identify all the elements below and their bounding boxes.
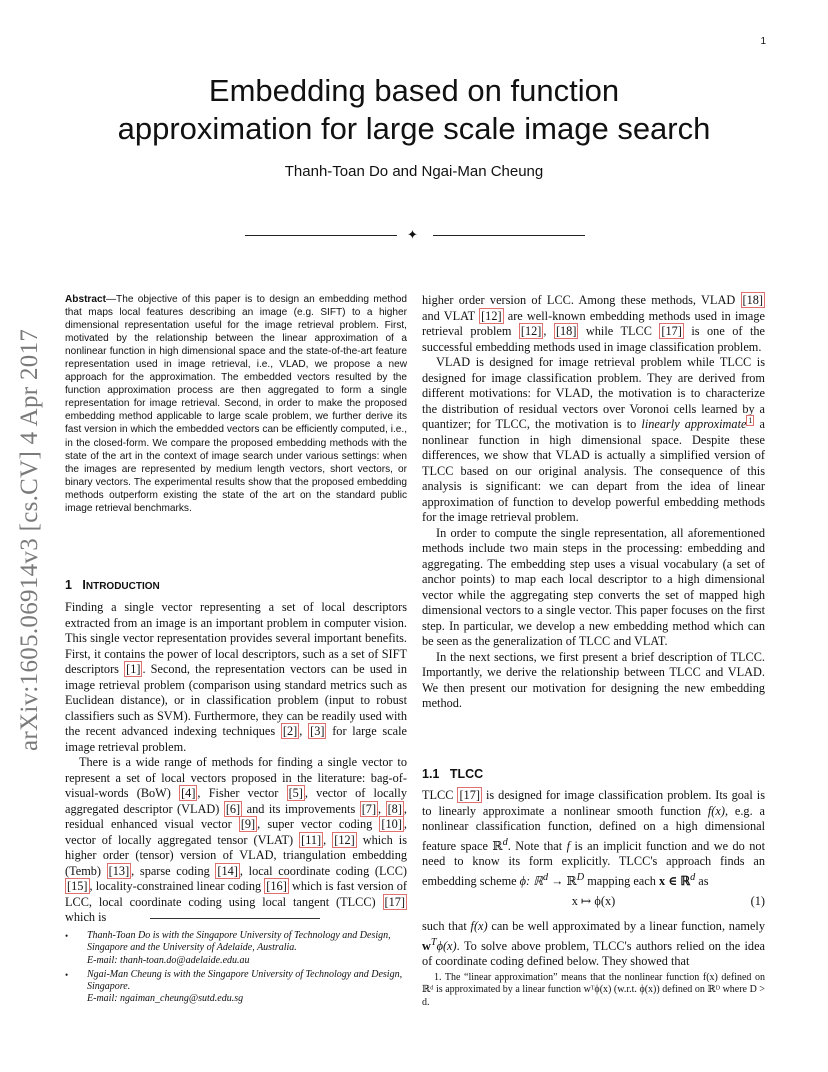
abstract [65,293,407,515]
right-column-body [422,293,765,712]
text-run: is designed for image classification problem. Its goal is to linearly approximate a nonlinear smooth function [422,788,765,818]
introduction-body [65,600,407,926]
page-number: 1 [760,36,766,47]
math: f(x) [470,919,488,934]
citation-link[interactable]: [8] [387,801,402,816]
math: f [566,838,571,853]
footnote-text: Ngai-Man Cheung is with the Singapore University of Technology and Design, Singapore. [87,968,403,993]
section-number: 1 [65,578,72,592]
text-run: , locality-constrained linear coding [89,879,265,893]
text-run: , [323,832,333,847]
text-run: a nonlinear function in high dimensional space. Despite these differences, we show that VLAD is actually a simplified version of TLCC based on our original analysis. The consequence of this analysis is significant: we can depart from the idea of linear approximation of function to develop powerful embedding methods for the image retrieval problem. [422,417,765,524]
divider-line-left [245,235,397,236]
text-run: . Note that [507,838,567,853]
abstract-label: Abstract [65,294,106,305]
citation-link[interactable]: [9] [240,817,256,831]
footnote-1 [422,972,765,1009]
text-run: , [378,801,386,816]
footnote-separator [150,918,320,919]
equation-expression: x ↦ ϕ(x) [571,894,616,909]
text-run: , [543,324,554,338]
citation-link[interactable]: [12] [481,308,502,323]
text-run: , vector of locally aggregated tensor (VLAT) [65,817,407,847]
citation-link[interactable]: [3] [310,724,325,738]
subsection-heading-tlcc [422,767,765,781]
author-footnote [65,930,407,967]
math: d [690,871,696,883]
emphasis: linearly approximate [641,417,747,431]
subsection-title: TLCC [449,767,484,781]
text-run: which is [65,910,107,924]
citation-link[interactable]: [6] [225,801,241,816]
citation-link[interactable]: [17] [384,894,405,909]
citation-link[interactable]: [15] [67,879,88,893]
text-run: for large scale image retrieval problem. [65,724,407,754]
equation-number: (1) [750,894,765,909]
citation-link[interactable]: [16] [266,879,287,893]
text-run: which is fast version of LCC, local coordinate coding using local tangent (TLCC) [65,879,407,909]
paragraph [422,355,765,526]
tlcc-body [422,788,765,970]
text-run: . To solve above problem, TLCC's authors relied on the idea of coordinate coding defined below. They showed that [422,938,765,969]
citation-link[interactable]: [4] [181,786,196,800]
math: T [430,936,437,948]
citation-link[interactable]: [14] [217,863,238,878]
author-footnote [65,969,407,1006]
text-run: as [695,873,709,888]
text-run: mapping each [584,873,659,888]
divider-diamond-icon: ✦ [407,227,418,242]
bullet-icon: • [65,931,69,941]
text-run: while TLCC [578,324,660,338]
text-run: can be well approximated by a linear function, namely [487,919,765,934]
paragraph [422,788,765,889]
paragraph [422,919,765,970]
math: f(x) [707,803,725,818]
text-run: , super vector coding [257,817,380,831]
section-title-rest: NTRODUCTION [85,581,160,592]
text-run: Finding a single vector representing a set of local descriptors extracted from an image is an important problem in computer vision. This single vector representation provides several important benefits. First, it contains the power of local descriptors, such as a set of SIFT descriptors [65,600,407,676]
arxiv-identifier-stamp: arXiv:1605.06914v3 [cs.CV] 4 Apr 2017 [16,328,43,751]
text-run: higher order version of LCC. Among these methods, VLAD [422,293,741,307]
subsection-number: 1.1 [422,767,440,781]
text-run: . Second, the representation vectors can be used in image retrieval problem (comparison using standard metrics such as Euclidean distance), or in classification problem (input to robust classifiers such as SVM). Furthermore, they can be readily used with the recent advanced indexing techniques [65,662,407,738]
text-run: , Fisher vector [197,786,287,800]
math: d [502,836,508,848]
text-run: TLCC [422,788,458,802]
text-run: and its improvements [242,801,360,816]
equation-1 [422,891,765,913]
text-run: , local coordinate coding (LCC) [239,863,407,878]
math: ϕ(x) [436,938,457,953]
citation-link[interactable]: [17] [661,324,682,338]
math: d [542,871,549,883]
footnote-text: Thanh-Toan Do is with the Singapore University of Technology and Design, Singapore and the University of Adelaide, Australia. [87,930,391,954]
text-run: is an implicit function and we do not need to know its form explicitly. TLCC's approach finds an embedding scheme [422,838,765,888]
footnote-text: 1. The “linear approximation” means that the nonlinear function f(x) defined on ℝᵈ is approximated by a linear function wᵀϕ(x) (w.r.t. ϕ(x)) defined on ℝᴰ where D > d. [422,972,765,1008]
bullet-icon: • [65,969,69,980]
text-run: is one of the successful embedding methods used in image classification problem. [422,324,765,354]
section-heading-introduction [65,578,407,592]
paragraph: In order to compute the single representation, all aforementioned methods include two main steps in the processing: embedding and aggregating. The embedding step uses a visual vocabulary (a set of anchor points) to map each local descriptor to a high dimensional vector while the aggregating step converts the set of mapped high dimensional vectors to a single vector. This paper focuses on the first step. In particular, we develop a new embedding method which can be seen as the generalization of TLCC and VLAT. [422,525,765,648]
paper-title: Embedding based on function approximation for large scale image search [117,73,711,146]
math: D [576,871,585,883]
citation-link[interactable]: [18] [742,293,763,307]
citation-link[interactable]: [7] [361,801,377,816]
citation-link[interactable]: [10] [381,817,402,831]
title-divider [245,226,585,246]
text-run: are well-known embedding methods used in image retrieval problem [422,308,765,338]
divider-line-right [433,235,585,236]
abstract-text: —The objective of this paper is to design an embedding method that maps local features describing an image (e.g. SIFT) to a higher dimensional representation useful for the image retrieval problem. First, motivated by the relationship between the linear approximation of a nonlinear function in high dimensional space and the state-of-the-art feature representation used in image retrieval, i.e., VLAD, we propose a new approach for the approximation. The embedded vectors resulted by the function approximation process are then aggregated to form a single representation for image retrieval. Second, in order to make the proposed embedding method applicable to large scale problem, we further derive its fast version in which the embedded vectors can be efficiently computed, i.e., in the closed-form. We compare the proposed embedding methods with the state of the art in the context of image search under various settings: when the images are represented by medium length vectors, short vectors, or binary vectors. The experimental results show that the proposed embedding methods outperform existing the state of the art on the standard public image retrieval benchmarks. [65,294,407,514]
math: ℝ [492,838,503,853]
footnote-email: E-mail: thanh-toan.do@adelaide.edu.au [87,954,250,966]
text-run: and VLAT [422,308,480,323]
math: x ∈ ℝ [658,873,691,888]
text-run: , vector of locally aggregated descriptor (VLAD) [65,786,408,816]
text-run: VLAD is designed for image retrieval problem while TLCC is designed for image classification problem. They are derived from different motivations: for VLAD, the motivation is to characterize the distribution of residual vectors over Voronoi cells learned by a quantizer; for TLCC, the motivation is to [422,355,765,431]
text-run: There is a wide range of methods for finding a single vector to represent a set of local vectors proposed in the literature: bag-of-visual-words (BoW) [65,755,407,800]
citation-link[interactable]: [5] [288,786,303,800]
paragraph [422,293,765,355]
citation-link[interactable]: [18] [555,324,577,338]
math: w [422,938,431,953]
math: → ℝ [548,873,577,888]
citation-link[interactable]: [2] [282,724,298,738]
citation-link[interactable]: [13] [108,863,130,878]
text-run: , e.g. a nonlinear classification function, defined on a high dimensional feature space [422,803,765,853]
math: ϕ: ℝ [519,873,543,888]
citation-link[interactable]: [12] [334,832,355,847]
citation-link[interactable]: [1] [126,662,141,676]
text-run: which is higher order (tensor) version of VLAD, triangulation embedding (Temb) [65,832,407,878]
text-run: , residual enhanced visual vector [65,801,407,831]
footnote-link[interactable]: 1 [748,415,753,425]
paragraph: In the next sections, we first present a brief description of TLCC. Importantly, we derive the relationship between TLCC and VLAD. We then present our motivation for designing the new embedding method. [422,649,765,710]
intro-paragraph-2 [65,755,407,926]
intro-paragraph-1 [65,600,407,755]
footnote-email: E-mail: ngaiman_cheung@sutd.edu.sg [87,993,244,1005]
section-title-initial: I [82,578,86,592]
citation-link[interactable]: [11] [301,832,322,847]
citation-link[interactable]: [12] [520,324,542,338]
author-footnotes [65,930,407,1008]
text-run: such that [422,919,471,934]
citation-link[interactable]: [17] [459,788,480,802]
text-run: , sparse coding [131,863,216,878]
paper-authors: Thanh-Toan Do and Ngai-Man Cheung [284,163,544,180]
text-run: , [299,724,309,738]
